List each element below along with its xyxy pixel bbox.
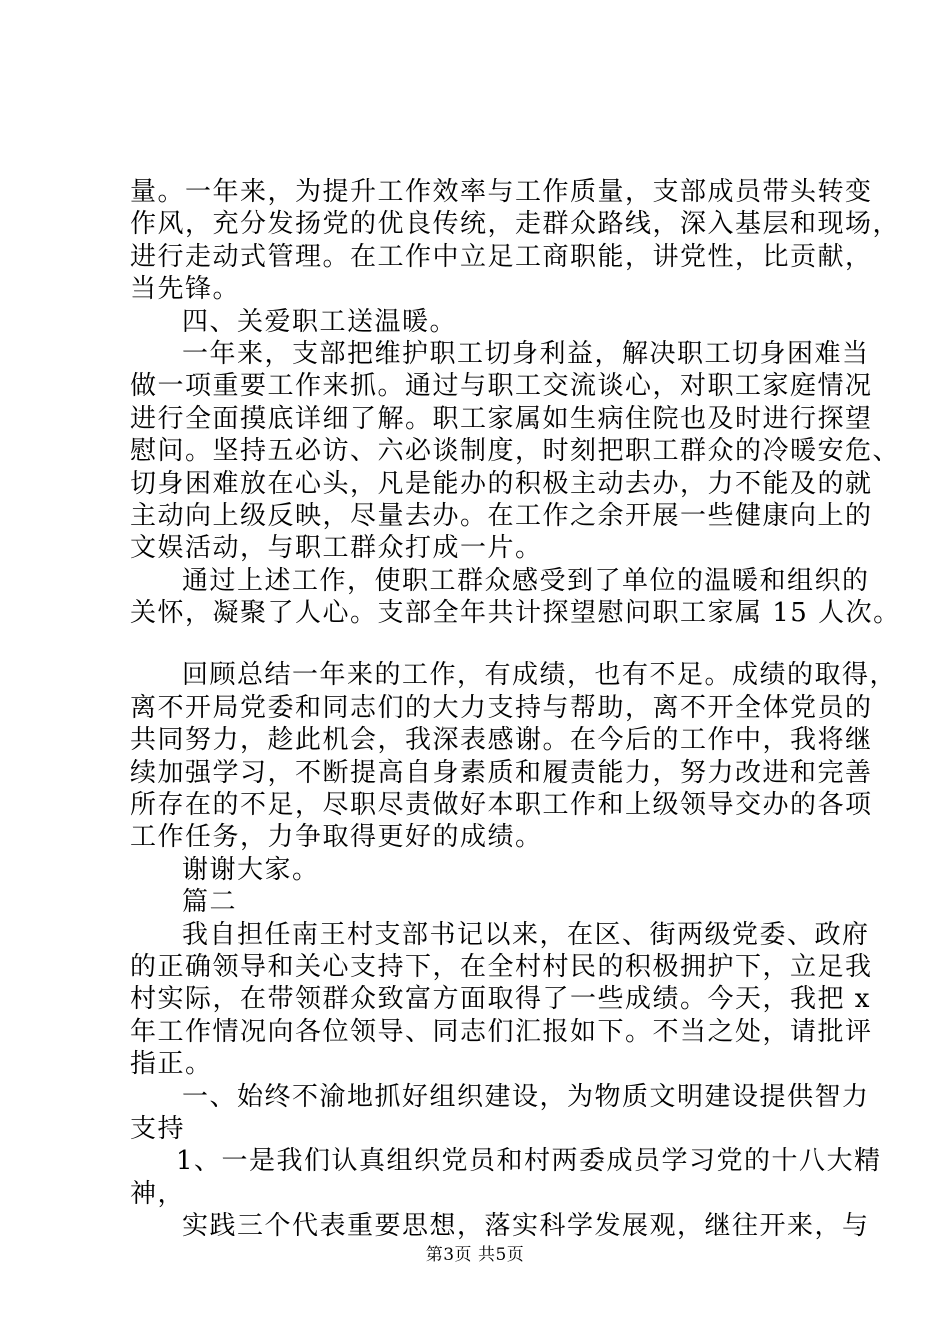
page-number: 第3页 共5页: [425, 1245, 525, 1265]
text-line: 所存在的不足，尽职尽责做好本职工作和上级领导交办的各项: [130, 790, 873, 821]
text-line: 切身困难放在心头，凡是能办的积极主动去办，力不能及的就: [130, 468, 873, 499]
text-line: 量。一年来，为提升工作效率与工作质量，支部成员带头转变: [130, 177, 873, 207]
page-footer: [0, 1240, 950, 1265]
text-line: 我自担任南王村支部书记以来，在区、街两级党委、政府: [182, 919, 870, 950]
text-line: 1、一是我们认真组织党员和村两委成员学习党的十八大精: [176, 1146, 882, 1177]
text-line: 一年来，支部把维护职工切身利益，解决职工切身困难当: [182, 338, 870, 369]
text-line: 续加强学习，不断提高自身素质和履责能力，努力改进和完善: [130, 757, 873, 788]
text-line: 当先锋。: [130, 274, 241, 305]
text-line: 村实际，在带领群众致富方面取得了一些成绩。今天，我把 x: [130, 984, 871, 1015]
text-line: 进行全面摸底详细了解。职工家属如生病住院也及时进行探望: [130, 403, 873, 434]
document-body: [130, 176, 901, 1243]
section-heading: 四、关爱职工送温暖。: [182, 306, 458, 337]
text-line: 主动向上级反映，尽量去办。在工作之余开展一些健康向上的: [130, 500, 873, 531]
text-line: 谢谢大家。: [182, 854, 320, 885]
section-heading: 一、始终不渝地抓好组织建设，为物质文明建设提供智力: [182, 1081, 870, 1112]
text-line: 关怀，凝聚了人心。支部全年共计探望慰问职工家属 15 人次。: [130, 598, 901, 629]
text-line: 通过上述工作，使职工群众感受到了单位的温暖和组织的: [182, 565, 870, 596]
text-line: 工作任务，力争取得更好的成绩。: [130, 822, 543, 853]
section-heading: 篇二: [182, 887, 238, 918]
text-line: 离不开局党委和同志们的大力支持与帮助，离不开全体党员的: [130, 692, 873, 723]
text-line: 慰问。坚持五必访、六必谈制度，时刻把职工群众的冷暖安危、: [130, 436, 901, 467]
text-line: 回顾总结一年来的工作，有成绩，也有不足。成绩的取得，: [182, 660, 898, 691]
text-line: 神，: [130, 1178, 186, 1209]
text-line: 共同努力，趁此机会，我深表感谢。在今后的工作中，我将继: [130, 725, 873, 756]
text-line: 文娱活动，与职工群众打成一片。: [130, 533, 543, 564]
text-line: 指正。: [130, 1049, 213, 1080]
text-line: 年工作情况向各位领导、同志们汇报如下。不当之处，请批评: [130, 1016, 873, 1047]
text-line: 作风，充分发扬党的优良传统，走群众路线，深入基层和现场，: [130, 209, 901, 240]
text-line: 实践三个代表重要思想，落实科学发展观，继往开来，与: [182, 1211, 870, 1242]
text-line: 进行走动式管理。在工作中立足工商职能，讲党性，比贡献，: [130, 241, 873, 272]
text-line: 做一项重要工作来抓。通过与职工交流谈心，对职工家庭情况: [130, 371, 873, 402]
paragraph-spacer: [130, 629, 830, 659]
text-line: 支持: [130, 1113, 186, 1144]
text-line: 的正确领导和关心支持下，在全村村民的积极拥护下，立足我: [130, 951, 873, 982]
